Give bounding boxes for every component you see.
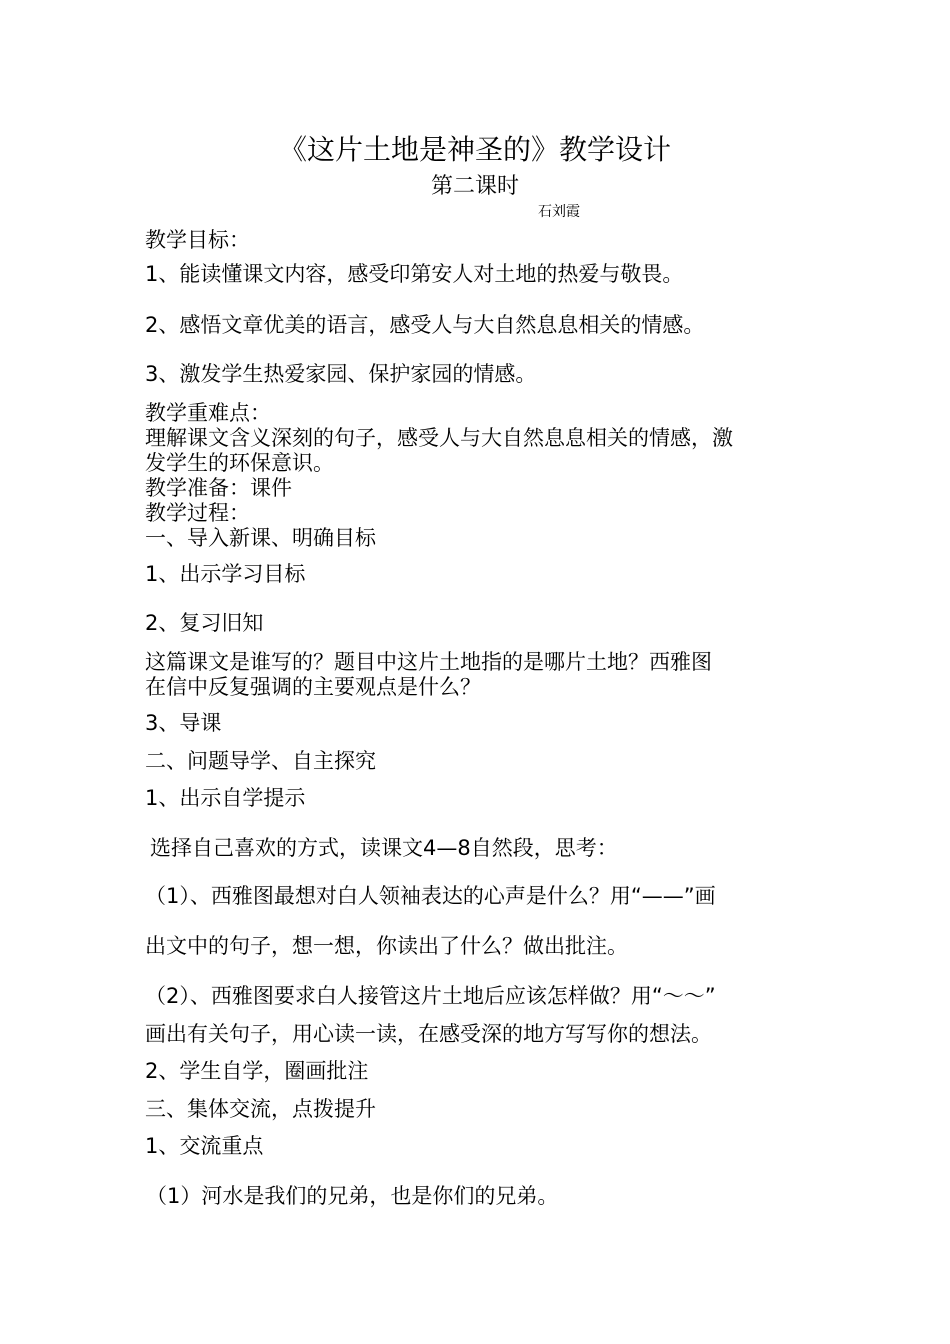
goal-item-3: 3、激发学生热爱家园、保护家园的情感。 [145,362,537,386]
process-step-2-item-2: 2、学生自学，圈画批注 [145,1059,369,1083]
section-heading-process: 教学过程： [145,501,250,525]
document-author: 石刘霞 [538,204,580,220]
process-step-1-item-3: 3、导课 [145,711,222,735]
section-heading-key-points: 教学重难点： [145,401,271,425]
document-title: 《这片土地是神圣的》教学设计 [278,133,671,166]
document-subtitle: 第二课时 [430,174,519,199]
process-step-heading-2: 二、问题导学、自主探究 [145,749,376,773]
review-questions-line-2: 在信中反复强调的主要观点是什么？ [145,675,481,699]
goal-item-2: 2、感悟文章优美的语言，感受人与大自然息息相关的情感。 [145,313,705,337]
process-step-3-item-1: 1、交流重点 [145,1134,264,1158]
review-questions-line-1: 这篇课文是谁写的？题目中这片土地指的是哪片土地？西雅图 [145,650,712,674]
key-points-text-line-1: 理解课文含义深刻的句子，感受人与大自然息息相关的情感，激 [145,426,733,450]
goal-item-1: 1、能读懂课文内容，感受印第安人对土地的热爱与敬畏。 [145,262,684,286]
process-step-heading-1: 一、导入新课、明确目标 [145,526,376,550]
self-study-question-1-line-1: （1）、西雅图最想对白人领袖表达的心声是什么？用“——”画 [145,884,716,908]
self-study-question-2-line-1: （2）、西雅图要求白人接管这片土地后应该怎样做？用“～～” [145,984,716,1008]
key-sentence-1: （1）河水是我们的兄弟，也是你们的兄弟。 [146,1184,559,1208]
section-heading-preparation: 教学准备：课件 [145,476,292,500]
key-points-text-line-2: 发学生的环保意识。 [145,451,334,475]
self-study-question-1-line-2: 出文中的句子，想一想，你读出了什么？做出批注。 [145,934,628,958]
self-study-question-2-line-2: 画出有关句子，用心读一读，在感受深的地方写写你的想法。 [145,1022,712,1046]
process-step-heading-3: 三、集体交流，点拨提升 [145,1097,376,1121]
process-step-1-item-1: 1、出示学习目标 [145,562,306,586]
process-step-2-item-1: 1、出示自学提示 [145,786,306,810]
process-step-1-item-2: 2、复习旧知 [145,611,264,635]
section-heading-goals: 教学目标： [145,228,250,252]
self-study-instructions: 选择自己喜欢的方式，读课文4—8自然段，思考： [150,836,618,860]
